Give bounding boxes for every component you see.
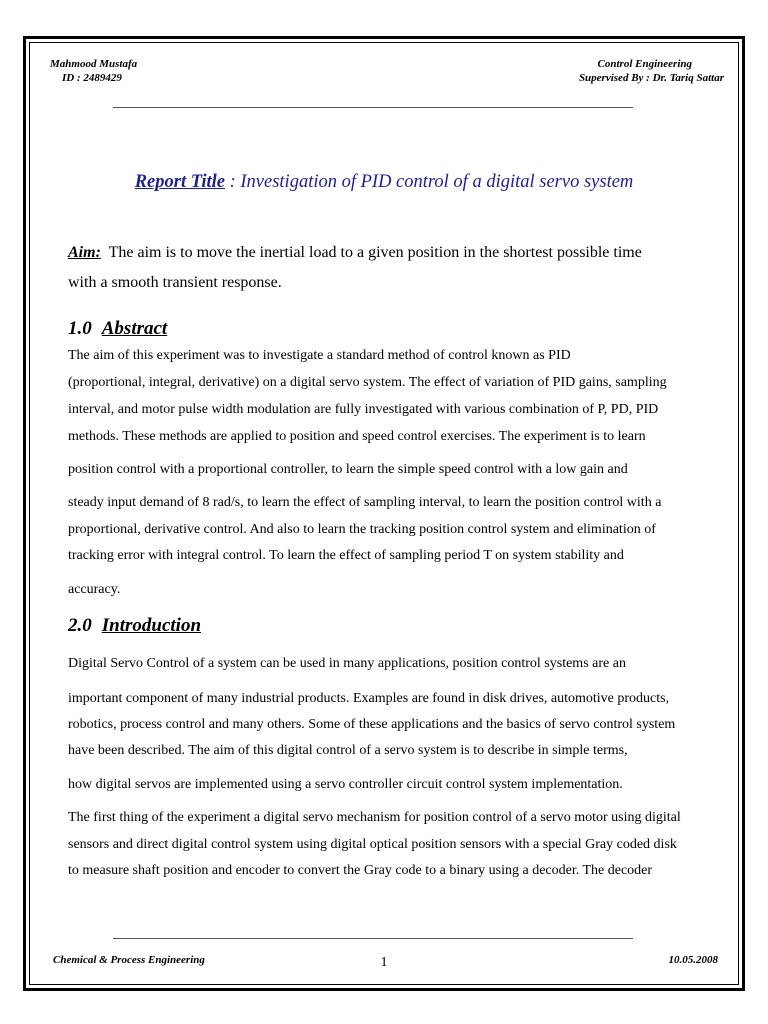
- introduction-number: 2.0: [68, 615, 92, 636]
- abstract-line: steady input demand of 8 rad/s, to learn the effect of sampling interval, to learn the position control with a: [68, 495, 662, 510]
- course-name: Control Engineering: [597, 58, 692, 70]
- report-title-label: Report Title: [134, 172, 225, 192]
- abstract-line: tracking error with integral control. To learn the effect of sampling period T on system stability and: [68, 548, 624, 563]
- abstract-line: methods. These methods are applied to position and speed control exercises. The experiment is to learn: [68, 429, 646, 444]
- abstract-line: proportional, derivative control. And also to learn the tracking position control system and elimination of: [68, 522, 656, 537]
- introduction-line: sensors and direct digital control system using digital optical position sensors with a special Gray coded disk: [68, 837, 677, 852]
- header-right: [579, 57, 724, 85]
- aim-paragraph: [68, 238, 688, 298]
- report-title: [0, 172, 768, 193]
- introduction-line: robotics, process control and many others. Some of these applications and the basics of servo control system: [68, 717, 676, 732]
- page-number: 1: [380, 955, 388, 970]
- report-title-text: : Investigation of PID control of a digital servo system: [224, 172, 634, 192]
- introduction-line: have been described. The aim of this digital control of a servo system is to describe in simple terms,: [68, 743, 628, 758]
- supervisor: Supervised By : Dr. Tariq Sattar: [578, 72, 724, 84]
- header-rule: [113, 107, 633, 108]
- introduction-line: important component of many industrial products. Examples are found in disk drives, automotive products,: [68, 691, 670, 706]
- abstract-line: The aim of this experiment was to investigate a standard method of control known as PID: [68, 348, 571, 363]
- aim-text-line2: with a smooth transient response.: [68, 274, 282, 291]
- introduction-title: Introduction: [101, 615, 202, 636]
- footer-rule: [113, 938, 633, 939]
- student-id: ID : 2489429: [62, 72, 122, 84]
- abstract-line: interval, and motor pulse width modulation are fully investigated with various combination of P, PD, PID: [68, 402, 659, 417]
- abstract-heading: [68, 318, 167, 340]
- aim-text: The aim is to move the inertial load to a given position in the shortest possible time: [100, 244, 642, 261]
- introduction-heading: [68, 615, 201, 637]
- introduction-line: Digital Servo Control of a system can be used in many applications, position control systems are an: [68, 656, 626, 671]
- introduction-line: The first thing of the experiment a digital servo mechanism for position control of a servo motor using digital: [68, 810, 681, 825]
- abstract-line: accuracy.: [68, 582, 121, 597]
- footer-date: 10.05.2008: [668, 954, 718, 966]
- author-name: Mahmood Mustafa: [50, 58, 138, 70]
- aim-label: Aim:: [68, 244, 101, 261]
- introduction-line: how digital servos are implemented using a servo controller circuit control system implementation.: [68, 777, 623, 792]
- abstract-line: position control with a proportional controller, to learn the simple speed control with a low gain and: [68, 462, 628, 477]
- introduction-line: to measure shaft position and encoder to convert the Gray code to a binary using a decoder. The decoder: [68, 863, 653, 878]
- footer-department: Chemical & Process Engineering: [53, 954, 205, 966]
- header-left: [50, 57, 137, 85]
- abstract-number: 1.0: [68, 318, 92, 339]
- abstract-title: Abstract: [101, 318, 168, 339]
- abstract-line: (proportional, integral, derivative) on a digital servo system. The effect of variation of PID gains, sampling: [68, 375, 667, 390]
